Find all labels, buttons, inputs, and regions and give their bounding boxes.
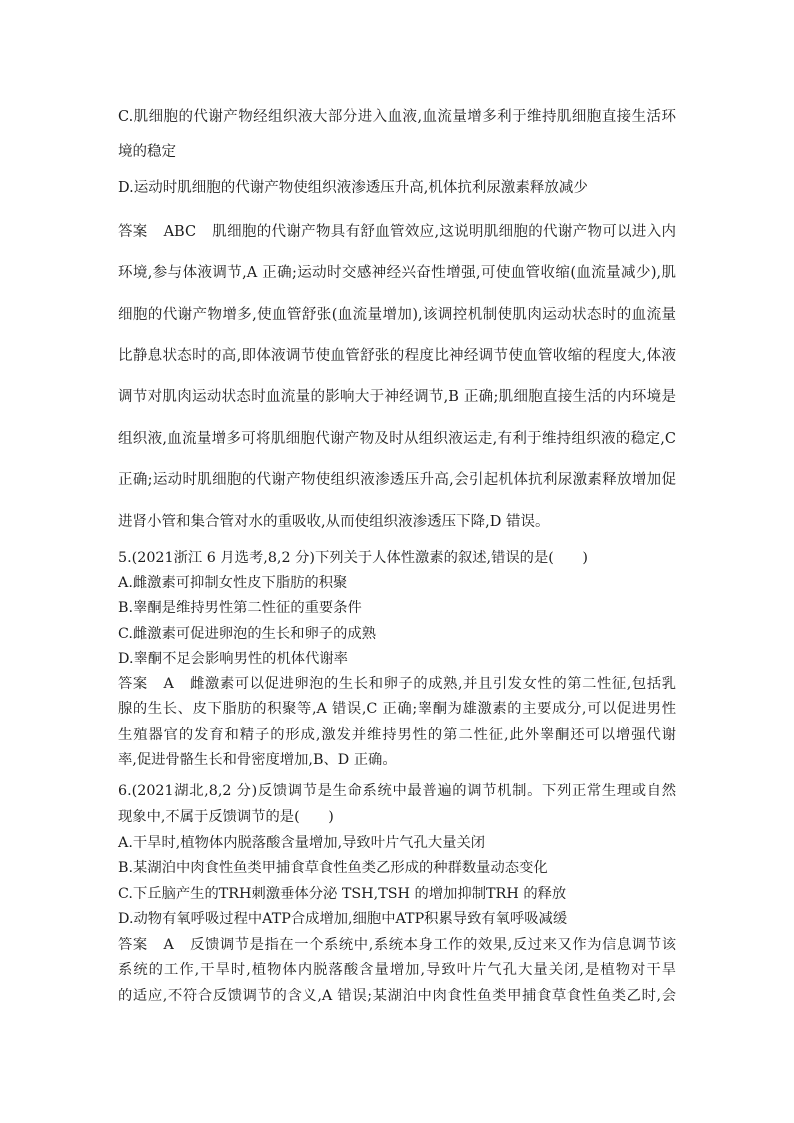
answer-label: 答案 — [118, 937, 148, 953]
question-stem: 5.(2021浙江 6 月选考,8,2 分)下列关于人体性激素的叙述,错误的是( ) — [118, 550, 589, 566]
option-c-line: C.肌细胞的代谢产物经组织液大部分进入血液,血流量增多利于维持肌细胞直接生活环 — [118, 109, 676, 125]
answer-choice: A — [163, 937, 174, 953]
answer-explanation-line: 的适应,不符合反馈调节的含义,A 错误;某湖泊中肉食性鱼类甲捕食草食性鱼类乙时,会 — [118, 988, 676, 1004]
answer-line — [118, 935, 676, 955]
question-stem-line: 6.(2021湖北,8,2 分)反馈调节是生命系统中最普遍的调节机制。下列正常生理或自然 — [118, 783, 676, 799]
answer-explanation-line: 腺的生长、皮下脂肪的积聚等,A 错误,C 正确;睾酮为雄激素的主要成分,可以促进男性 — [118, 701, 676, 717]
option-c-line: 境的稳定 — [118, 144, 176, 160]
option-d: D.睾酮不足会影响男性的机体代谢率 — [118, 651, 348, 667]
answer-explanation-line: 进肾小管和集合管对水的重吸收,从而使组织液渗透压下降,D 错误。 — [118, 514, 550, 530]
option-c: C.雌激素可促进卵泡的生长和卵子的成熟 — [118, 626, 377, 642]
answer-explanation-line: 环境,参与体液调节,A 正确;运动时交感神经兴奋性增强,可使血管收缩(血流量减少),肌 — [118, 265, 676, 281]
option-d: D.动物有氧呼吸过程中ATP合成增加,细胞中ATP积累导致有氧呼吸减缓 — [118, 911, 568, 927]
option-a: A.雌激素可抑制女性皮下脂肪的积聚 — [118, 575, 348, 591]
answer-explanation-line: 生殖器官的发育和精子的形成,激发并维持男性的第二性征,此外睾酮还可以增强代谢 — [118, 727, 676, 743]
option-b: B.睾酮是维持男性第二性征的重要条件 — [118, 600, 362, 616]
option-b: B.某湖泊中肉食性鱼类甲捕食草食性鱼类乙形成的种群数量动态变化 — [118, 860, 548, 876]
answer-explanation-text: 雌激素可以促进卵泡的生长和卵子的成熟,并且引发女性的第二性征,包括乳 — [189, 676, 676, 692]
answer-explanation-line: 率,促进骨骼生长和骨密度增加,B、D 正确。 — [118, 752, 397, 768]
answer-explanation-line: 细胞的代谢产物增多,使血管舒张(血流量增加),该调控机制使肌肉运动状态时的血流量 — [118, 307, 676, 323]
answer-explanation-line: 调节对肌肉运动状态时血流量的影响大于神经调节,B 正确;肌细胞直接生活的内环境是 — [118, 389, 676, 405]
answer-choice: ABC — [163, 224, 197, 240]
option-d: D.运动时肌细胞的代谢产物使组织液渗透压升高,机体抗利尿激素释放减少 — [118, 180, 588, 196]
answer-explanation-line: 正确;运动时肌细胞的代谢产物使组织液渗透压升高,会引起机体抗利尿激素释放增加促 — [118, 472, 676, 488]
answer-explanation-line: 比静息状态时的高,即体液调节使血管舒张的程度比神经调节使血管收缩的程度大,体液 — [118, 348, 676, 364]
answer-explanation-text: 肌细胞的代谢产物具有舒血管效应,这说明肌细胞的代谢产物可以进入内 — [212, 224, 677, 240]
option-c: C.下丘脑产生的TRH刺激垂体分泌 TSH,TSH 的增加抑制TRH 的释放 — [118, 886, 567, 902]
option-a: A.干旱时,植物体内脱落酸含量增加,导致叶片气孔大量关闭 — [118, 835, 486, 851]
answer-label: 答案 — [118, 224, 148, 240]
answer-explanation-line: 组织液,血流量增多可将肌细胞代谢产物及时从组织液运走,有利于维持组织液的稳定,C — [118, 431, 676, 447]
answer-line — [118, 222, 676, 242]
answer-choice: A — [163, 676, 174, 692]
answer-label: 答案 — [118, 676, 148, 692]
answer-line — [118, 674, 676, 694]
question-stem-line: 现象中,不属于反馈调节的是( ) — [118, 809, 334, 825]
answer-explanation-text: 反馈调节是指在一个系统中,系统本身工作的效果,反过来又作为信息调节该 — [189, 937, 676, 953]
answer-explanation-line: 系统的工作,干旱时,植物体内脱落酸含量增加,导致叶片气孔大量关闭,是植物对干旱 — [118, 962, 676, 978]
